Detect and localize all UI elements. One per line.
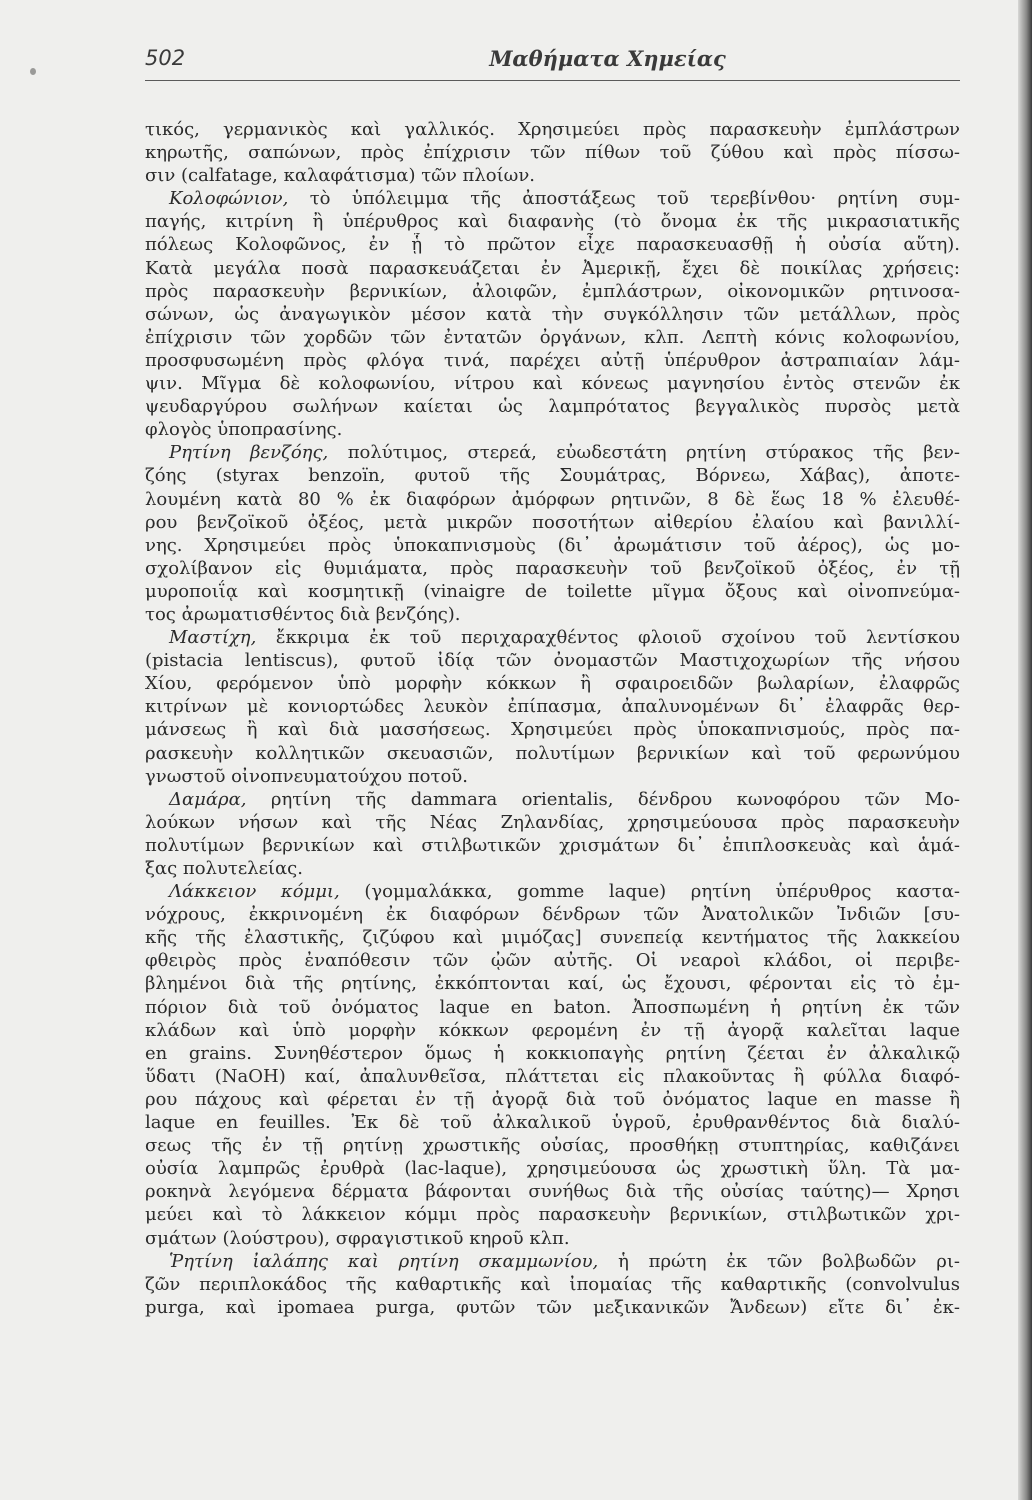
- entry-term: Μαστίχη,: [169, 627, 257, 649]
- line-text: ρου πάχους καὶ φέρεται ἐν τῇ ἀγορᾷ διὰ τοῦ ὀνόματος laque en masse ἢ: [145, 1088, 960, 1110]
- line-text: μεύει καὶ τὸ λάκκειον κόμμι πρὸς παρασκευὴν βερνικίων, στιλβωτικῶν χρι-: [145, 1204, 960, 1226]
- line-text: σεως τῆς ἐν τῇ ρητίνῃ χρωστικῆς οὐσίας, προσθήκῃ στυπτηρίας, καθιζάνει: [145, 1135, 960, 1157]
- line-text: κλάδων καὶ ὑπὸ μορφὴν κόκκων φερομένη ἐν τῇ ἀγορᾷ καλεῖται laque: [145, 1019, 960, 1041]
- line-text: (pistacia lentiscus), φυτοῦ ἰδίᾳ τῶν ὀνομαστῶν Μαστιχοχωρίων τῆς νήσου: [145, 650, 960, 672]
- line-text: βλημένοι διὰ τῆς ρητίνης, ἐκκόπτονται καί, ὡς ἔχουσι, φέρονται εἰς τὸ ἐμ-: [145, 973, 960, 995]
- line-text: οὐσία λαμπρῶς ἐρυθρὰ (lac-laque), χρησιμεύουσα ὡς χρωστικὴ ὕλη. Τὰ μα-: [145, 1158, 960, 1180]
- line-text: γνωστοῦ οἰνοπνευματούχου ποτοῦ.: [145, 765, 468, 787]
- text-line: [145, 1157, 960, 1180]
- line-text: purga, καὶ ipomaea purga, φυτῶν τῶν μεξικανικῶν Ἄνδεων) εἴτε δι᾽ ἐκ-: [145, 1296, 960, 1318]
- line-text: ρητίνη τῆς dammara orientalis, δένδρου κωνοφόρου τῶν Μο-: [246, 788, 960, 810]
- line-text: πόλεως Κολοφῶνος, ἐν ᾗ τὸ πρῶτον εἶχε παρασκευασθῇ ἡ οὐσία αὕτη).: [145, 234, 960, 256]
- paper-speck: [30, 68, 36, 75]
- text-line: [145, 603, 960, 626]
- text-line: [145, 972, 960, 995]
- line-text: νης. Χρησιμεύει πρὸς ὑποκαπνισμοὺς (δι᾽ ἀρωμάτισιν τοῦ ἀέρος), ὡς μο-: [145, 534, 960, 556]
- line-text: μυροποιΐᾳ καὶ κοσμητικῇ (vinaigre de toilette μῖγμα ὄξους καὶ οἰνοπνεύμα-: [145, 580, 960, 602]
- text-line: [145, 672, 960, 695]
- line-text: ψευδαργύρου σωλήνων καίεται ὡς λαμπρότατος βεγγαλικὸς πυρσὸς μετὰ: [145, 396, 960, 418]
- text-line: [145, 1111, 960, 1134]
- line-text: πολύτιμος, στερεά, εὐωδεστάτη ρητίνη στύρακος τῆς βεν-: [328, 442, 960, 464]
- page-number: 502: [145, 46, 186, 70]
- line-text: (γομμαλάκκα, gomme laque) ρητίνη ὑπέρυθρος καστα-: [339, 881, 960, 903]
- text-line: [145, 1088, 960, 1111]
- line-text: en grains. Συνηθέστερον ὅμως ἡ κοκκιοπαγὴς ρητίνη ζέεται ἐν ἀλκαλικῷ: [145, 1042, 960, 1064]
- text-line: [145, 233, 960, 256]
- line-text: τος ἀρωματισθέντος διὰ βενζόης).: [145, 603, 461, 625]
- text-line: [145, 187, 960, 210]
- line-text: παγής, κιτρίνη ἢ ὑπέρυθρος καὶ διαφανὴς (τὸ ὄνομα ἐκ τῆς μικρασιατικῆς: [145, 211, 960, 233]
- text-line: [145, 488, 960, 511]
- text-line: [145, 742, 960, 765]
- text-line: [145, 1250, 960, 1273]
- entry-term: Δαμάρα,: [169, 788, 247, 810]
- text-line: [145, 257, 960, 280]
- line-text: ἔκκριμα ἐκ τοῦ περιχαραχθέντος φλοιοῦ σχοίνου τοῦ λεντίσκου: [256, 627, 960, 649]
- line-text: laque en feuilles. Ἐκ δὲ τοῦ ἀλκαλικοῦ ὑγροῦ, ἐρυθρανθέντος διὰ διαλύ-: [145, 1112, 960, 1134]
- line-text: μάνσεως ἢ καὶ διὰ μασσήσεως. Χρησιμεύει πρὸς ὑποκαπνισμούς, πρὸς πα-: [145, 719, 960, 741]
- line-text: νόχρους, ἐκκρινομένη ἐκ διαφόρων δένδρων τῶν Ἀνατολικῶν Ἰνδιῶν [συ-: [145, 904, 960, 926]
- text-line: [145, 511, 960, 534]
- line-text: Χίου, φερόμενον ὑπὸ μορφὴν κόκκων ἢ σφαιροειδῶν βωλαρίων, ἐλαφρῶς: [145, 673, 960, 695]
- text-line: [145, 1227, 960, 1250]
- line-text: σώνων, ὡς ἀναγωγικὸν μέσον κατὰ τὴν συγκόλλησιν τῶν μετάλλων, πρὸς: [145, 303, 960, 325]
- line-text: τικός, γερμανικὸς καὶ γαλλικός. Χρησιμεύει πρὸς παρασκευὴν ἐμπλάστρων: [145, 119, 960, 140]
- text-line: [145, 441, 960, 464]
- entry-term: Ῥητίνη ἰαλάπης καὶ ρητίνη σκαμμωνίου,: [169, 1250, 599, 1272]
- line-text: προσφυσωμένη πρὸς φλόγα τινά, παρέχει αὐτῇ ὑπέρυθρον ἀστραπιαίαν λάμ-: [145, 349, 960, 371]
- text-line: [145, 903, 960, 926]
- text-line: [145, 326, 960, 349]
- text-line: [145, 164, 960, 187]
- line-text: ζόης (styrax benzoïn, φυτοῦ τῆς Σουμάτρας, Βόρνεω, Χάβας), ἀποτε-: [145, 465, 960, 487]
- text-line: [145, 1065, 960, 1088]
- line-text: πόριον διὰ τοῦ ὀνόματος laque en baton. Ἀποσπωμένη ἡ ρητίνη ἐκ τῶν: [145, 996, 960, 1018]
- text-line: [145, 210, 960, 233]
- text-line: [145, 1203, 960, 1226]
- text-line: [145, 1180, 960, 1203]
- text-line: [145, 649, 960, 672]
- text-line: [145, 695, 960, 718]
- line-text: Κατὰ μεγάλα ποσὰ παρασκευάζεται ἐν Ἀμερικῇ, ἔχει δὲ ποικίλας χρήσεις:: [145, 257, 960, 279]
- line-text: τὸ ὑπόλειμμα τῆς ἀποστάξεως τοῦ τερεβίνθου· ρητίνη συμ-: [288, 188, 960, 210]
- text-line: [145, 626, 960, 649]
- text-line: [145, 534, 960, 557]
- entry-term: Λάκκειον κόμμι,: [169, 881, 340, 903]
- line-text: ρασκευὴν κολλητικῶν σκευασιῶν, πολυτίμων βερνικίων καὶ τοῦ φερωνύμου: [145, 742, 960, 764]
- line-text: φθειρὸς πρὸς ἐναπόθεσιν τῶν ᾠῶν αὐτῆς. Οἱ νεαροὶ κλάδοι, οἱ περιβε-: [145, 950, 960, 972]
- text-line: [145, 1296, 960, 1319]
- line-text: ρου βενζοϊκοῦ ὀξέος, μετὰ μικρῶν ποσοτήτων αἰθερίου ἐλαίου καὶ βανιλλί-: [145, 511, 960, 533]
- text-line: [145, 718, 960, 741]
- text-line: [145, 811, 960, 834]
- line-text: κιτρίνων μὲ κονιορτώδες λευκὸν ἐπίπασμα, ἀπαλυνομένων δι᾽ ἐλαφρᾶς θερ-: [145, 696, 960, 718]
- text-line: [145, 788, 960, 811]
- text-line: [145, 141, 960, 164]
- text-line: [145, 1134, 960, 1157]
- text-line: [145, 557, 960, 580]
- line-text: πρὸς παρασκευὴν βερνικίων, ἀλοιφῶν, ἐμπλάστρων, οἰκονομικῶν ρητινοσα-: [145, 280, 960, 302]
- text-line: [145, 926, 960, 949]
- text-line: [145, 1273, 960, 1296]
- text-line: [145, 1019, 960, 1042]
- line-text: ροκηνὰ λεγόμενα δέρματα βάφονται συνήθως διὰ τῆς οὐσίας ταύτης)— Χρησι: [145, 1181, 960, 1203]
- text-line: [145, 303, 960, 326]
- line-text: ξας πολυτελείας.: [145, 858, 303, 879]
- page-edge-shadow: [1018, 0, 1032, 1500]
- line-text: λούκων νήσων καὶ τῆς Νέας Ζηλανδίας, χρησιμεύουσα πρὸς παρασκευὴν: [145, 811, 960, 833]
- text-line: [145, 1042, 960, 1065]
- text-line: [145, 464, 960, 487]
- line-text: λουμένη κατὰ 80 % ἐκ διαφόρων ἀμόρφων ρητινῶν, 8 δὲ ἕως 18 % ἐλευθέ-: [145, 488, 960, 510]
- entry-term: Κολοφώνιον,: [169, 188, 289, 210]
- text-line: [145, 834, 960, 857]
- line-text: κηρωτῆς, σαπώνων, πρὸς ἐπίχρισιν τῶν πίθων τοῦ ζύθου καὶ πρὸς πίσσω-: [145, 142, 960, 164]
- text-line: [145, 395, 960, 418]
- line-text: κῆς τῆς ἐλαστικῆς, ζιζύφου καὶ μιμόζας] συνεπείᾳ κεντήματος τῆς λακκείου: [145, 927, 960, 949]
- line-text: ζῶν περιπλοκάδος τῆς καθαρτικῆς καὶ ἰπομαίας τῆς καθαρτικῆς (convolvulus: [145, 1273, 960, 1295]
- line-text: σχολίβανον εἰς θυμιάματα, πρὸς παρασκευὴν τοῦ βενζοϊκοῦ ὀξέος, ἐν τῇ: [145, 557, 960, 579]
- running-title: Μαθήματα Χημείας: [489, 46, 726, 71]
- text-line: [145, 996, 960, 1019]
- text-line: [145, 580, 960, 603]
- line-text: ἡ πρώτη ἐκ τῶν βολβωδῶν ρι-: [598, 1250, 960, 1272]
- text-line: [145, 372, 960, 395]
- page-header: [145, 40, 960, 81]
- text-line: [145, 949, 960, 972]
- line-text: ἐπίχρισιν τῶν χορδῶν τῶν ἐντατῶν ὀργάνων, κλπ. Λεπτὴ κόνις κολοφωνίου,: [145, 326, 960, 348]
- text-line: [145, 349, 960, 372]
- line-text: ψιν. Μῖγμα δὲ κολοφωνίου, νίτρου καὶ κόνεως μαγνησίου ἐντὸς στενῶν ἐκ: [145, 373, 960, 395]
- line-text: σμάτων (λούστρου), σφραγιστικοῦ κηροῦ κλπ.: [145, 1227, 570, 1249]
- text-line: [145, 118, 960, 141]
- line-text: σιν (calfatage, καλαφάτισμα) τῶν πλοίων.: [145, 165, 535, 187]
- text-line: [145, 765, 960, 788]
- text-line: [145, 857, 960, 880]
- text-line: [145, 280, 960, 303]
- line-text: ὕδατι (NaOH) καί, ἀπαλυνθεῖσα, πλάττεται εἰς πλακοῦντας ἢ φύλλα διαφό-: [145, 1065, 960, 1087]
- entry-term: Ρητίνη βενζόης,: [169, 442, 329, 464]
- line-text: φλογὸς ὑποπρασίνης.: [145, 419, 343, 441]
- text-line: [145, 880, 960, 903]
- text-line: [145, 418, 960, 441]
- body-text: [145, 118, 960, 1319]
- line-text: πολυτίμων βερνικίων καὶ στιλβωτικῶν χρισμάτων δι᾽ ἐπιπλοσκευὰς καὶ ἁμά-: [145, 834, 960, 856]
